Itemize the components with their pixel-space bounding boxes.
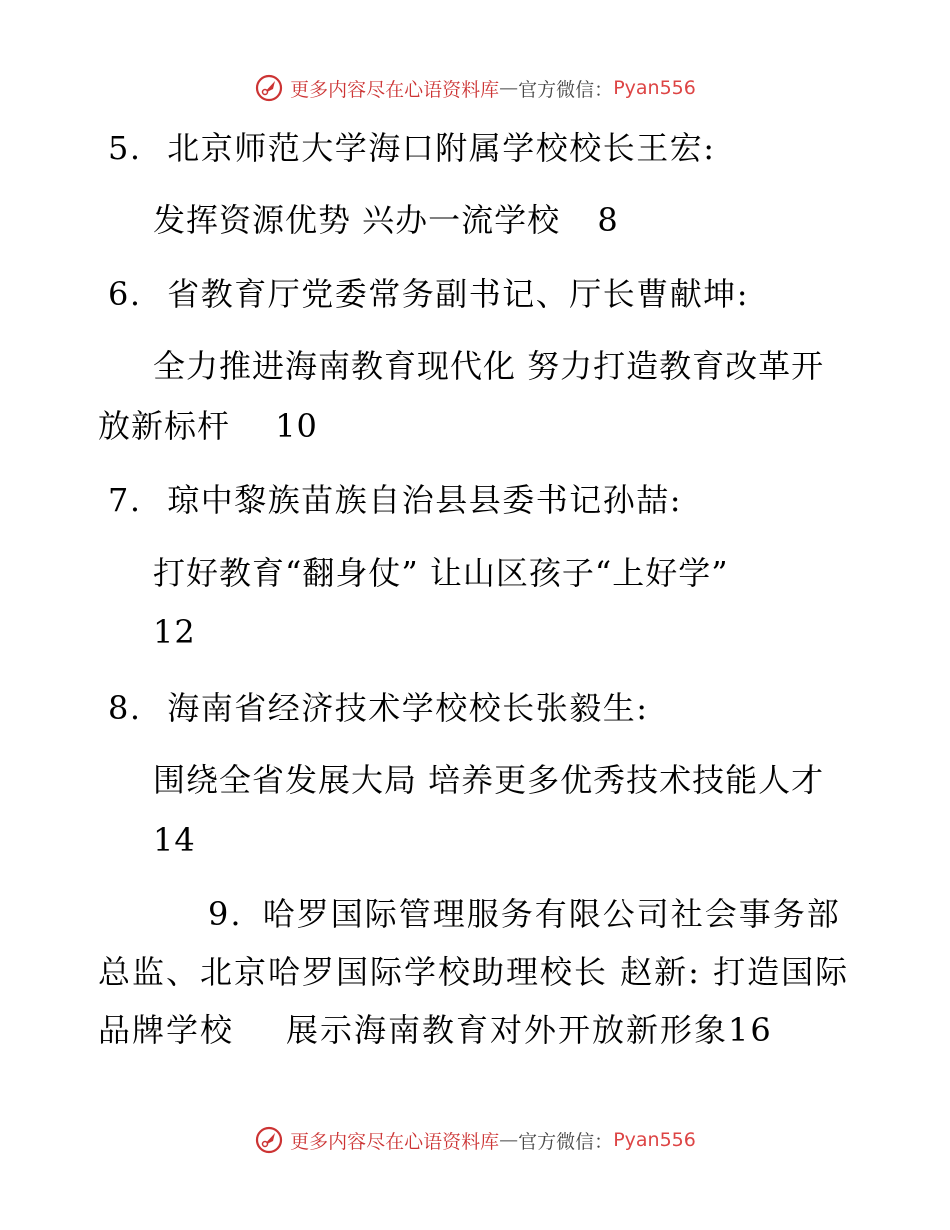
toc-item-7-title bbox=[153, 553, 729, 593]
toc-item-8-heading bbox=[108, 688, 649, 728]
toc-item-title: 围绕全省发展大局 培养更多优秀技术技能人才 bbox=[153, 761, 825, 799]
toc-item-page: 8 bbox=[597, 201, 619, 239]
toc-item-text: 哈罗国际管理服务有限公司社会事务部总监、北京哈罗国际学校助理校长 赵新: 打造国际品牌学校 bbox=[98, 895, 850, 1049]
watermark-account: Pyan556 bbox=[613, 77, 696, 99]
toc-item-heading: 琼中黎族苗族自治县县委书记孙喆: bbox=[167, 481, 682, 519]
toc-item-page: 14 bbox=[153, 821, 196, 859]
toc-item-title: 展示海南教育对外开放新形象 bbox=[286, 1011, 729, 1049]
toc-item-8-title bbox=[153, 760, 824, 800]
toc-item-heading: 北京师范大学海口附属学校校长王宏: bbox=[167, 129, 716, 167]
toc-item-8-page bbox=[153, 820, 196, 860]
watermark-separator: — bbox=[499, 1129, 519, 1151]
watermark-separator: — bbox=[499, 77, 519, 99]
toc-item-heading: 海南省经济技术学校校长张毅生: bbox=[167, 689, 649, 727]
toc-item-page: 16 bbox=[728, 1011, 773, 1049]
toc-item-9 bbox=[98, 885, 858, 1059]
watermark-text: 更多内容尽在心语资料库 bbox=[290, 78, 500, 101]
watermark-text: 更多内容尽在心语资料库 bbox=[290, 1130, 500, 1153]
header-watermark bbox=[0, 73, 950, 103]
toc-item-number: 8. bbox=[108, 689, 142, 727]
toc-item-title: 发挥资源优势 兴办一流学校 bbox=[153, 201, 561, 239]
toc-item-title: 放新标杆 bbox=[98, 407, 231, 445]
toc-item-page: 10 bbox=[275, 407, 318, 445]
toc-item-page: 12 bbox=[153, 613, 196, 651]
footer-watermark bbox=[0, 1125, 950, 1155]
toc-item-title: 打好教育“翻身仗” 让山区孩子“上好学” bbox=[153, 554, 729, 592]
toc-item-5-title bbox=[153, 200, 619, 240]
toc-item-number: 7. bbox=[108, 481, 142, 519]
toc-item-7-page bbox=[153, 612, 196, 652]
toc-item-heading: 省教育厅党委常务副书记、厅长曹献坤: bbox=[167, 275, 749, 313]
toc-item-6-heading bbox=[108, 274, 749, 314]
toc-item-number: 6. bbox=[108, 275, 142, 313]
toc-item-number: 9. bbox=[208, 895, 243, 933]
toc-item-6-title-line-1 bbox=[153, 346, 824, 386]
watermark-account: Pyan556 bbox=[613, 1129, 696, 1151]
watermark-account-label: 官方微信： bbox=[518, 1130, 614, 1153]
watermark-account-label: 官方微信： bbox=[518, 78, 614, 101]
toc-item-number: 5. bbox=[108, 129, 142, 167]
toc-item-title: 全力推进海南教育现代化 努力打造教育改革开 bbox=[153, 347, 825, 385]
toc-item-7-heading bbox=[108, 480, 682, 520]
quill-logo-icon bbox=[254, 73, 284, 103]
toc-item-6-title-line-2 bbox=[98, 406, 318, 446]
quill-logo-icon bbox=[254, 1125, 284, 1155]
toc-item-5-heading bbox=[108, 128, 716, 168]
